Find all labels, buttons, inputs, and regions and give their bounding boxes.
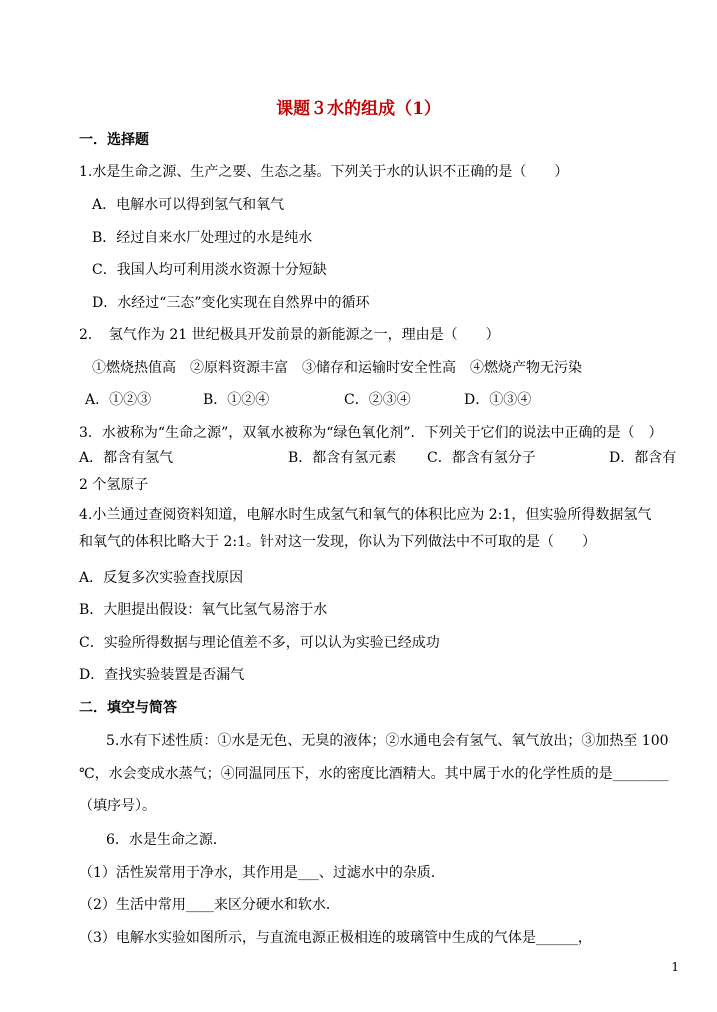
question-4-stem-line2: 和氧气的体积比略大于 2:1。针对这一发现，你认为下列做法中不可取的是（ ）	[79, 534, 596, 550]
question-1-option-b: B．经过自来水厂处理过的水是纯水	[92, 230, 313, 246]
question-1-stem: 1.水是生命之源、生产之要、生态之基。下列关于水的认识不正确的是（ ）	[79, 164, 569, 180]
question-3-stem: 3．水被称为“生命之源”，双氧水被称为“绿色氧化剂”．下列关于它们的说法中正确的是（ ）	[79, 425, 663, 441]
question-1-option-a: A．电解水可以得到氢气和氧气	[92, 197, 285, 213]
section-heading-fill: 二．填空与简答	[79, 700, 177, 716]
question-2-stem: 2． 氢气作为 21 世纪极具开发前景的新能源之一，理由是（ ）	[79, 327, 500, 343]
question-5-line1: 5.水有下述性质：①水是无色、无臭的液体；②水通电会有氢气、氧气放出；③加热至 100	[106, 733, 669, 749]
question-4-stem-line1: 4.小兰通过查阅资料知道，电解水时生成氢气和氧气的体积比应为 2:1，但实验所得数据氢气	[79, 507, 652, 523]
question-3-option-b: B．都含有氢元素	[288, 450, 397, 466]
section-heading-choice: 一．选择题	[79, 132, 149, 148]
question-4-option-a: A．反复多次实验查找原因	[79, 570, 244, 586]
question-3-option-d: D．都含有	[609, 450, 677, 466]
page-title: 课题３水的组成（1）	[276, 99, 441, 119]
question-4-option-c: C．实验所得数据与理论值差不多，可以认为实验已经成功	[79, 635, 440, 651]
question-4-option-b: B．大胆提出假设：氧气比氢气易溶于水	[79, 602, 328, 618]
question-6-stem: 6．水是生命之源．	[106, 832, 227, 848]
page-number: 1	[671, 960, 679, 974]
question-3-continuation: 2 个氢原子	[79, 477, 149, 493]
question-6-part-3: （3）电解水实验如图所示，与直流电源正极相连的玻璃管中生成的气体是______，	[79, 930, 592, 946]
question-6-part-1: （1）活性炭常用于净水，其作用是___、过滤水中的杂质．	[79, 865, 445, 881]
question-2-option-b: B．①②④	[203, 392, 270, 408]
question-2-option-a: A．①②③	[85, 392, 152, 408]
question-5-line2: ℃，水会变成水蒸气；④同温同压下，水的密度比酒精大。其中属于水的化学性质的是________	[79, 766, 669, 782]
question-3-option-a: A．都含有氢气	[79, 450, 174, 466]
question-1-option-d: D．水经过“三态”变化实现在自然界中的循环	[92, 295, 370, 311]
question-1-option-c: C．我国人均可利用淡水资源十分短缺	[92, 262, 327, 278]
question-5-line3: （填序号）。	[79, 798, 156, 814]
question-2-option-d: D．①③④	[464, 392, 532, 408]
question-2-option-c: C．②③④	[344, 392, 411, 408]
question-3-option-c: C．都含有氢分子	[427, 450, 536, 466]
question-2-reasons: ①燃烧热值高 ②原料资源丰富 ③储存和运输时安全性高 ④燃烧产物无污染	[92, 360, 582, 376]
question-4-option-d: D．查找实验装置是否漏气	[79, 667, 245, 683]
question-6-part-2: （2）生活中常用____来区分硬水和软水．	[79, 897, 340, 913]
